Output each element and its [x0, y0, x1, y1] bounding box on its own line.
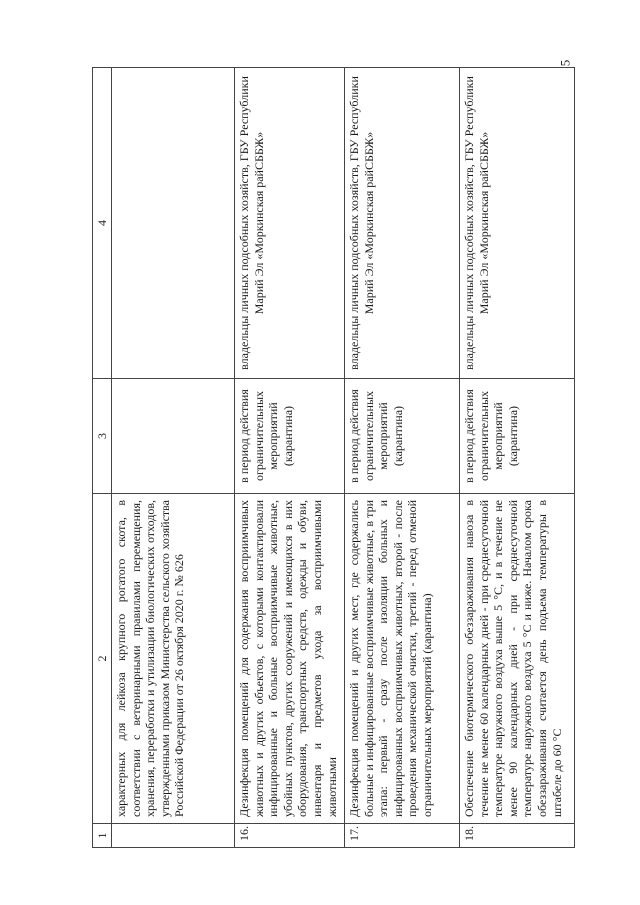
row-responsible: владельцы личных подсобных хозяйств, ГБУ Республики Марий Эл «Моркинская райСББЖ» [460, 68, 575, 379]
header-col-1: 1 [93, 824, 112, 848]
table-row [460, 68, 575, 848]
row-number: 17. [345, 824, 460, 848]
row-term: в период действия ограничительных мероприятий (карантина) [345, 379, 460, 494]
header-col-2: 2 [93, 494, 112, 824]
row-responsible: владельцы личных подсобных хозяйств, ГБУ Республики Марий Эл «Моркинская райСББЖ» [345, 68, 460, 379]
header-col-4: 4 [93, 68, 112, 379]
row-term: в период действия ограничительных мероприятий (карантина) [235, 379, 345, 494]
row-description: характерных для лейкоза крупного рогатого скота, в соответствии с ветеринарными правилами перемещения, хранения, переработки и утилизации биологических отходов, утвержденными приказом Министерства сельского хозяйства Российской Федерации от 26 октября 2020 г. № 626 [112, 494, 235, 824]
row-term [112, 379, 235, 494]
page-number: 5 [557, 59, 573, 67]
row-description: Дезинфекция помещений и других мест, где содержались больные и инфицированные восприимчивые животные, в три этапа: первый - сразу после изоляции больных и инфицированных восприимчивых животных, второй - после проведения механической очистки, третий - перед отменой ограничительных мероприятий (карантина) [345, 494, 460, 824]
table-header-row [93, 68, 112, 848]
row-description: Дезинфекция помещений для содержания восприимчивых животных и других объектов, с которыми контактировали инфицированные и больные восприимчивые животные, убойных пунктов, других сооружений и имеющихся в них оборудования, транспортных средств, одежды и обуви, инвентаря и предметов ухода за восприимчивыми животными [235, 494, 345, 824]
row-number [112, 824, 235, 848]
measures-table [92, 67, 575, 848]
table-row [235, 68, 345, 848]
row-responsible: владельцы личных подсобных хозяйств, ГБУ Республики Марий Эл «Моркинская райСББЖ» [235, 68, 345, 379]
row-number: 16. [235, 824, 345, 848]
row-number: 18. [460, 824, 575, 848]
row-term: в период действия ограничительных мероприятий (карантина) [460, 379, 575, 494]
table-row [112, 68, 235, 848]
document-sheet [92, 68, 564, 848]
header-col-3: 3 [93, 379, 112, 494]
table-row [345, 68, 460, 848]
row-description: Обеспечение биотермического обеззараживания навоза в течение не менее 60 календарных дней - при среднесуточной температуре наружного воздуха выше 5 °С, и в течение не менее 90 календарных дней - при среднесуточной температуре наружного воздуха 5 °С и ниже. Началом срока обеззараживания считается день подъема температуры в штабеле до 60 °С [460, 494, 575, 824]
row-responsible [112, 68, 235, 379]
